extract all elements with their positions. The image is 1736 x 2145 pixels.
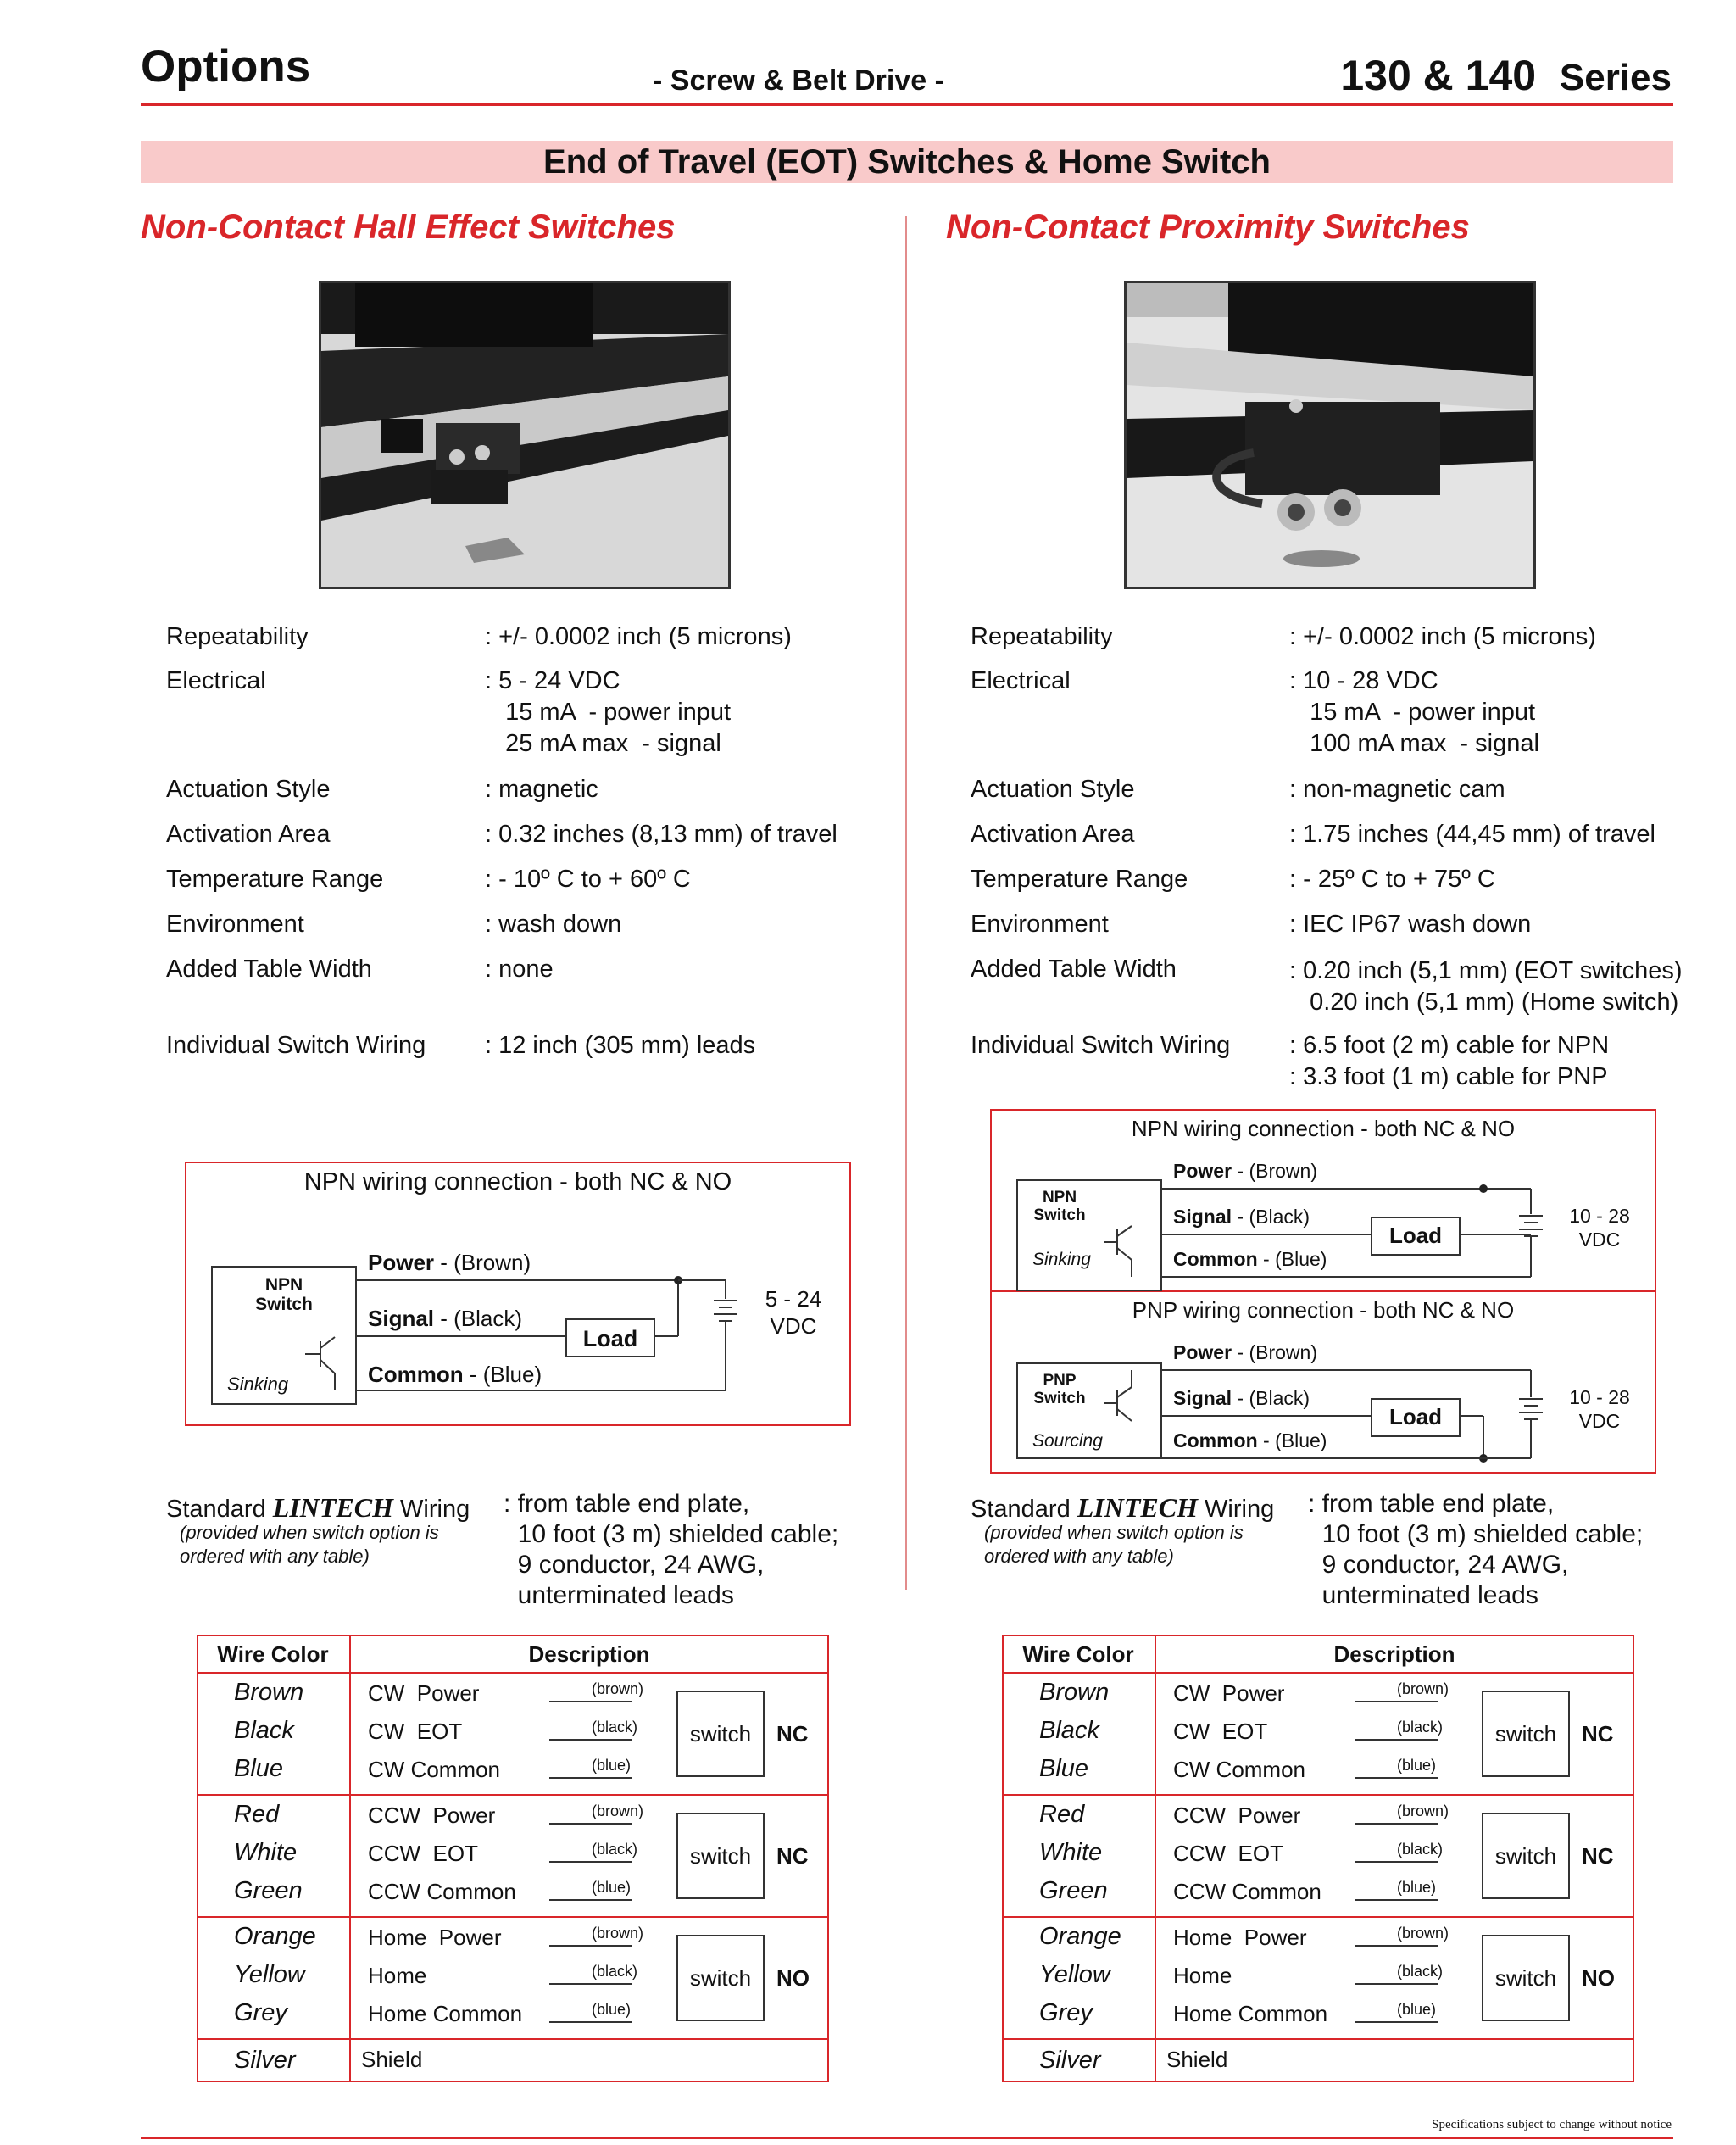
wire-color: Blue	[234, 1755, 284, 1782]
diagram-title: NPN wiring connection - both NC & NO	[303, 1168, 732, 1195]
lead-label: (blue)	[1397, 1757, 1437, 1774]
spec-label: Temperature Range	[971, 866, 1188, 893]
standard-wiring-note: (provided when switch option is ordered with any table)	[984, 1522, 1244, 1567]
spec-label: Repeatability	[971, 623, 1113, 650]
header-rule	[141, 103, 1673, 106]
spec-value: 15 mA - power input	[492, 699, 732, 726]
spec-label: Environment	[971, 911, 1109, 938]
spec-value: : none	[485, 956, 554, 983]
spec-label: Electrical	[166, 667, 266, 694]
common-color: - (Blue)	[1257, 1429, 1327, 1451]
wire-description: CCW Common	[368, 1879, 516, 1904]
spec-label: Added Table Width	[971, 956, 1177, 983]
spec-label: Temperature Range	[166, 866, 384, 893]
proximity-wiring-diagrams	[990, 1109, 1656, 1474]
signal-color: - (Black)	[1232, 1206, 1310, 1228]
wire-color: Grey	[234, 1999, 287, 2026]
spec-value: 0.20 inch (5,1 mm) (Home switch)	[1296, 989, 1679, 1016]
common-name: Common	[1173, 1429, 1258, 1451]
standard-wiring-value: : from table end plate, 10 foot (3 m) shielded cable; 9 conductor, 24 AWG, unterminated leads	[504, 1490, 839, 1609]
wire-color: Green	[1039, 1877, 1108, 1904]
footer-note: Specifications subject to change without notice	[1432, 2118, 1672, 2131]
proximity-switch-photo	[1124, 281, 1536, 589]
spec-label: Actuation Style	[971, 776, 1135, 803]
spec-value: : 6.5 foot (2 m) cable for NPN	[1289, 1032, 1610, 1059]
lead-label: (black)	[592, 1719, 638, 1736]
npn-common-label	[1173, 1248, 1327, 1271]
switch-label: switch	[1494, 1965, 1557, 1991]
hall-npn-wiring-diagram	[185, 1162, 851, 1426]
voltage-label: 5 - 24 VDC	[765, 1286, 822, 1339]
pnp-common-label	[1173, 1429, 1327, 1452]
wire-description: CW EOT	[368, 1719, 463, 1744]
spec-value: : 10 - 28 VDC	[1289, 667, 1438, 694]
spec-value: 100 mA max - signal	[1296, 730, 1539, 757]
switch-label: switch	[1494, 1843, 1557, 1869]
hall-specs	[166, 621, 861, 1062]
wire-color: Yellow	[234, 1961, 305, 1988]
lead-line	[1355, 1861, 1438, 1863]
signal-line-label	[368, 1306, 522, 1332]
spec-value: : 0.20 inch (5,1 mm) (EOT switches)	[1289, 957, 1683, 984]
spec-value: : 12 inch (305 mm) leads	[485, 1032, 756, 1059]
column-divider	[349, 1635, 351, 2082]
signal-color: - (Black)	[1232, 1387, 1310, 1409]
switch-label: switch	[689, 1721, 752, 1747]
lead-line	[549, 1701, 632, 1702]
lead-line	[1355, 1739, 1438, 1741]
lead-label: (brown)	[592, 1802, 644, 1819]
lead-label: (blue)	[1397, 2001, 1437, 2018]
npn-signal-label	[1173, 1206, 1310, 1228]
lead-line	[549, 1777, 632, 1779]
spec-label: Activation Area	[166, 821, 331, 848]
lead-label: (brown)	[592, 1925, 644, 1942]
spec-value: : +/- 0.0002 inch (5 microns)	[1289, 623, 1596, 650]
header-wire-color: Wire Color	[217, 1641, 329, 1667]
lead-label: (blue)	[592, 2001, 632, 2018]
pnp-switch-label: PNP Switch	[1033, 1372, 1086, 1407]
power-name: Power	[1173, 1160, 1232, 1182]
lead-line	[1355, 1983, 1438, 1985]
spec-label: Actuation Style	[166, 776, 331, 803]
spec-label: Added Table Width	[166, 956, 372, 983]
header-description: Description	[528, 1641, 650, 1667]
wire-description: Home Power	[1173, 1925, 1307, 1950]
proximity-specs	[971, 621, 1691, 1096]
standard-wiring-left	[166, 1489, 861, 1616]
spec-value: : 3.3 foot (1 m) cable for PNP	[1289, 1063, 1608, 1090]
lead-label: (brown)	[1397, 1802, 1449, 1819]
lead-label: (brown)	[1397, 1680, 1449, 1697]
spec-value: : 0.32 inches (8,13 mm) of travel	[485, 821, 837, 848]
pnp-load-label: Load	[1388, 1404, 1443, 1429]
npn-switch-label: NPN Switch	[1033, 1189, 1086, 1224]
power-line-label	[368, 1250, 531, 1276]
wire-color: Black	[234, 1717, 294, 1744]
switch-type: NC	[776, 1843, 809, 1869]
npn-voltage-label: 10 - 28 VDC	[1569, 1205, 1630, 1251]
proximity-title: Non-Contact Proximity Switches	[946, 209, 1470, 246]
switch-label: switch	[689, 1965, 752, 1991]
lead-line	[549, 1983, 632, 1985]
page-title: Options	[141, 42, 311, 92]
lead-line	[1355, 1701, 1438, 1702]
spec-value: : - 25º C to + 75º C	[1289, 866, 1495, 893]
wire-color: Brown	[1039, 1679, 1110, 1706]
wire-color: Silver	[1039, 2047, 1101, 2074]
signal-name: Signal	[368, 1306, 435, 1331]
spec-label: Electrical	[971, 667, 1071, 694]
switch-label: switch	[689, 1843, 752, 1869]
npn-load-label: Load	[1388, 1223, 1443, 1248]
hall-effect-switch-photo	[319, 281, 731, 589]
lead-line	[1355, 1823, 1438, 1825]
lead-label: (blue)	[592, 1879, 632, 1896]
power-name: Power	[1173, 1341, 1232, 1363]
lead-line	[1355, 1899, 1438, 1901]
switch-type: NO	[1582, 1965, 1615, 1991]
common-color: - (Blue)	[463, 1362, 542, 1387]
section-banner: End of Travel (EOT) Switches & Home Switch	[141, 141, 1673, 183]
pnp-signal-label	[1173, 1387, 1310, 1410]
spec-value: 25 mA max - signal	[492, 730, 721, 757]
power-color: - (Brown)	[434, 1250, 531, 1275]
common-name: Common	[368, 1362, 464, 1387]
lead-label: (black)	[1397, 1963, 1444, 1980]
wire-color: Silver	[234, 2047, 296, 2074]
lead-label: (black)	[1397, 1841, 1444, 1858]
common-color: - (Blue)	[1257, 1248, 1327, 1270]
lintech-brand: LINTECH	[1077, 1492, 1198, 1523]
wire-color: Orange	[1039, 1923, 1121, 1950]
lead-line	[1355, 1777, 1438, 1779]
spec-value: : magnetic	[485, 776, 598, 803]
signal-color: - (Black)	[434, 1306, 523, 1331]
spec-value: : - 10º C to + 60º C	[485, 866, 691, 893]
lead-label: (black)	[592, 1963, 638, 1980]
power-name: Power	[368, 1250, 435, 1275]
power-color: - (Brown)	[1232, 1341, 1317, 1363]
wire-description: CCW Power	[368, 1802, 496, 1828]
wire-description: CW EOT	[1173, 1719, 1268, 1744]
wire-color: Black	[1039, 1717, 1099, 1744]
series-title	[1340, 51, 1672, 100]
spec-value: 15 mA - power input	[1296, 699, 1536, 726]
pnp-switch-mode: Sourcing	[1032, 1431, 1103, 1451]
wire-color: Green	[234, 1877, 303, 1904]
load-label: Load	[582, 1326, 638, 1351]
wire-description: CCW EOT	[368, 1841, 478, 1866]
wire-description: CW Power	[1173, 1680, 1285, 1706]
header-description: Description	[1333, 1641, 1455, 1667]
wire-description: CCW Power	[1173, 1802, 1301, 1828]
switch-type: NC	[776, 1721, 809, 1747]
spec-value: : non-magnetic cam	[1289, 776, 1505, 803]
lead-label: (blue)	[592, 1757, 632, 1774]
wire-description: CCW EOT	[1173, 1841, 1283, 1866]
lead-label: (black)	[592, 1841, 638, 1858]
lead-line	[549, 1899, 632, 1901]
wire-color: Blue	[1039, 1755, 1089, 1782]
std-pre: Standard	[166, 1496, 273, 1523]
wire-color: Red	[1039, 1801, 1085, 1828]
wire-color: Grey	[1039, 1999, 1093, 2026]
switch-label: NPN Switch	[255, 1275, 313, 1314]
spec-value: : 5 - 24 VDC	[485, 667, 620, 694]
switch-mode: Sinking	[227, 1373, 289, 1395]
spec-label: Environment	[166, 911, 304, 938]
spec-label: Activation Area	[971, 821, 1135, 848]
standard-wiring-label	[971, 1492, 1274, 1524]
hall-effect-title: Non-Contact Hall Effect Switches	[141, 209, 676, 246]
common-line-label	[368, 1362, 542, 1388]
standard-wiring-label	[166, 1492, 470, 1524]
power-color: - (Brown)	[1232, 1160, 1317, 1182]
wire-description: Home Power	[368, 1925, 502, 1950]
wire-color: White	[234, 1839, 298, 1866]
wire-color: Red	[234, 1801, 280, 1828]
column-divider	[905, 216, 907, 1590]
wire-description: CCW Common	[1173, 1879, 1321, 1904]
std-post: Wiring	[393, 1496, 470, 1523]
switch-label: switch	[1494, 1721, 1557, 1747]
spec-value: : +/- 0.0002 inch (5 microns)	[485, 623, 792, 650]
common-name: Common	[1173, 1248, 1258, 1270]
spec-label: Individual Switch Wiring	[166, 1032, 426, 1059]
wire-description: CW Power	[368, 1680, 480, 1706]
switch-type: NO	[776, 1965, 810, 1991]
wire-color-table-right	[1002, 1635, 1634, 2084]
standard-wiring-right	[971, 1489, 1674, 1616]
wire-description: Home Common	[368, 2001, 523, 2026]
column-divider	[1155, 1635, 1156, 2082]
spec-value: : wash down	[485, 911, 622, 938]
lead-line	[549, 1945, 632, 1947]
signal-name: Signal	[1173, 1387, 1232, 1409]
standard-wiring-note: (provided when switch option is ordered with any table)	[180, 1522, 439, 1567]
lead-line	[1355, 1945, 1438, 1947]
wire-description: CW Common	[1173, 1757, 1306, 1782]
header-wire-color: Wire Color	[1022, 1641, 1134, 1667]
npn-diagram-title: NPN wiring connection - both NC & NO	[1131, 1116, 1516, 1141]
wire-color: White	[1039, 1839, 1103, 1866]
pnp-voltage-label: 10 - 28 VDC	[1569, 1386, 1630, 1432]
npn-switch-mode: Sinking	[1032, 1250, 1091, 1269]
pnp-power-label	[1173, 1341, 1317, 1364]
npn-power-label	[1173, 1160, 1317, 1183]
series-number: 130 & 140	[1340, 52, 1537, 99]
wire-description: Home Common	[1173, 2001, 1328, 2026]
pnp-diagram-title: PNP wiring connection - both NC & NO	[1132, 1297, 1515, 1323]
lead-label: (blue)	[1397, 1879, 1437, 1896]
page-subtitle: - Screw & Belt Drive -	[653, 64, 944, 97]
lead-line	[549, 1823, 632, 1825]
wire-description: CW Common	[368, 1757, 501, 1782]
wire-description: Home	[368, 1963, 427, 1988]
lead-line	[549, 2021, 632, 2023]
spec-label: Individual Switch Wiring	[971, 1032, 1231, 1059]
wire-description: Shield	[361, 2047, 423, 2072]
lead-label: (brown)	[592, 1680, 644, 1697]
wire-color: Orange	[234, 1923, 316, 1950]
switch-type: NC	[1582, 1843, 1614, 1869]
spec-value: : 1.75 inches (44,45 mm) of travel	[1289, 821, 1655, 848]
switch-type: NC	[1582, 1721, 1614, 1747]
wire-description: Home	[1173, 1963, 1232, 1988]
lead-line	[1355, 2021, 1438, 2023]
std-post: Wiring	[1198, 1496, 1275, 1523]
footer-rule	[141, 2137, 1673, 2139]
lintech-brand: LINTECH	[272, 1492, 393, 1523]
lead-line	[549, 1861, 632, 1863]
wire-description: Shield	[1166, 2047, 1228, 2072]
wire-color: Brown	[234, 1679, 304, 1706]
spec-label: Repeatability	[166, 623, 309, 650]
series-word: Series	[1559, 57, 1672, 98]
lead-label: (brown)	[1397, 1925, 1449, 1942]
lead-line	[549, 1739, 632, 1741]
standard-wiring-value: : from table end plate, 10 foot (3 m) shielded cable; 9 conductor, 24 AWG, unterminated leads	[1308, 1490, 1644, 1609]
wire-color-table-left	[197, 1635, 829, 2084]
spec-value: : IEC IP67 wash down	[1289, 911, 1532, 938]
wire-color: Yellow	[1039, 1961, 1110, 1988]
std-pre: Standard	[971, 1496, 1077, 1523]
lead-label: (black)	[1397, 1719, 1444, 1736]
signal-name: Signal	[1173, 1206, 1232, 1228]
